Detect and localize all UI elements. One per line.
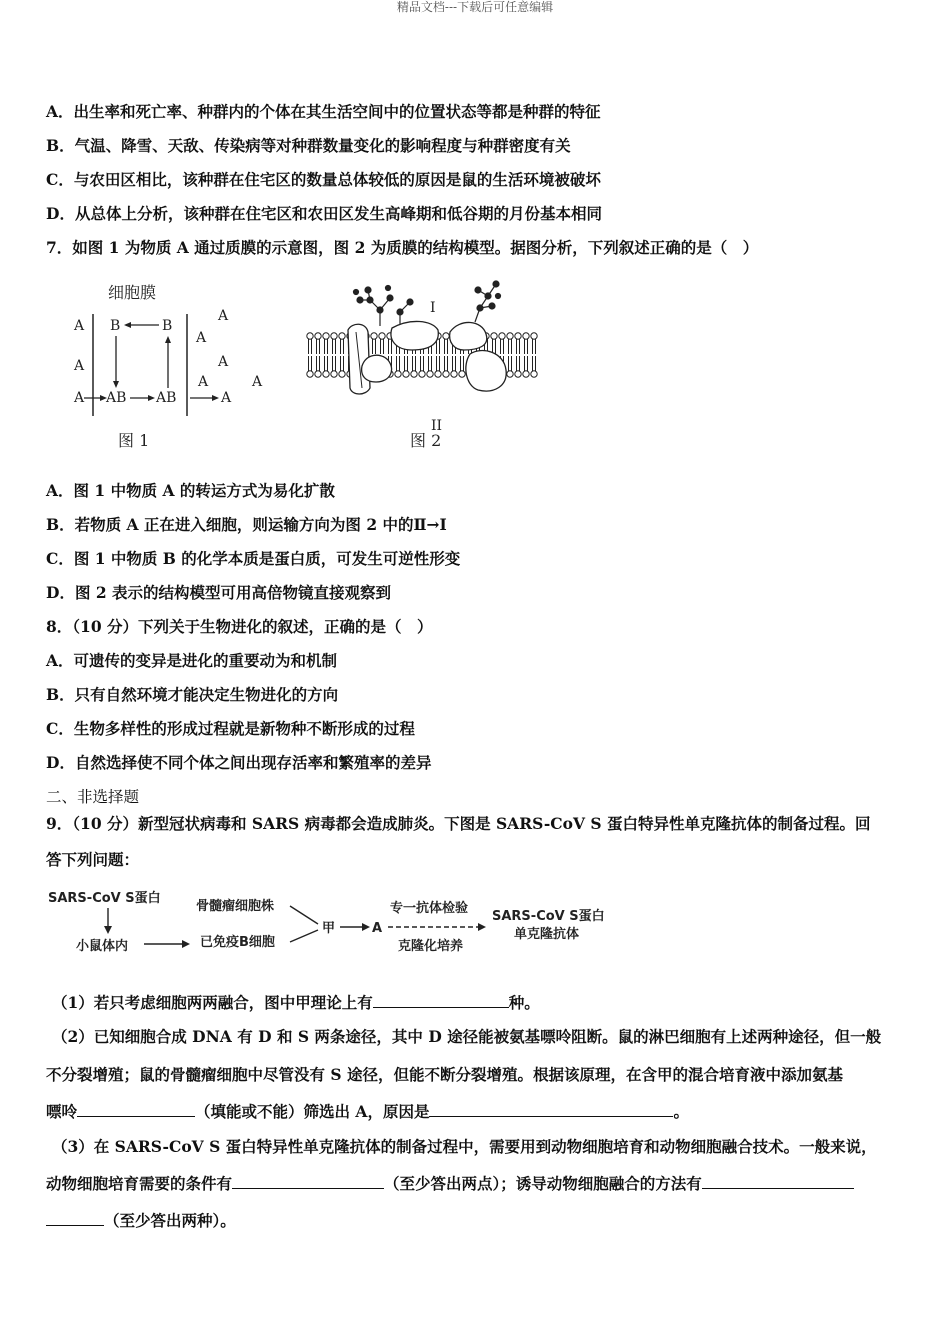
section-heading: 二、非选择题: [46, 788, 140, 806]
q9-stem-line1: 9．（10 分）新型冠状病毒和 SARS 病毒都会造成肺炎。下图是 SARS-CoV S 蛋白特异性单克隆抗体的制备过程。回: [46, 814, 871, 833]
fig2-label-top: I: [430, 300, 436, 316]
q9-part2-post: 。: [673, 1102, 689, 1121]
q6-option-c: C．与农田区相比，该种群在住宅区的数量总体较低的原因是鼠的生活环境被破坏: [46, 170, 601, 189]
q9-part1-post: 种。: [508, 993, 540, 1012]
flow-product-line2: 单克隆抗体: [514, 927, 580, 942]
q9-part2-blank-1[interactable]: [77, 1102, 195, 1117]
q9-part2-mid: （填能或不能）筛选出 A，原因是: [195, 1102, 430, 1121]
q9-part2-line3: [46, 1102, 689, 1122]
flow-bcell: 已免疫B细胞: [200, 935, 275, 950]
q9-part1-blank[interactable]: [373, 993, 509, 1008]
fig1-label-a8: A: [252, 374, 263, 390]
q9-part3-pre: 动物细胞培育需要的条件有: [46, 1174, 233, 1193]
q7-option-a: A．图 1 中物质 A 的转运方式为易化扩散: [46, 481, 335, 500]
q9-part3-line1: （3）在 SARS-CoV S 蛋白特异性单克隆抗体的制备过程中，需要用到动物细胞培育和动物细胞融合技术。一般来说，: [52, 1137, 877, 1156]
flow-mouse: 小鼠体内: [76, 939, 129, 954]
flow-a: A: [372, 921, 383, 936]
fig1-title: 细胞膜: [108, 283, 157, 302]
fig1-label-a7: A: [198, 374, 209, 390]
flow-product-line1: SARS-CoV S蛋白: [492, 909, 605, 924]
q9-part2-pre: 嘌呤: [46, 1102, 78, 1121]
q9-part3-line3: [46, 1211, 236, 1231]
fig2-label-bottom: II: [431, 418, 443, 434]
fig1-caption: 图 1: [118, 431, 150, 450]
q9-part3-mid: （至少答出两点）；诱导动物细胞融合的方法有: [384, 1174, 702, 1193]
flow-antigen: SARS-CoV S蛋白: [48, 891, 161, 906]
q9-part3-blank-3[interactable]: [46, 1211, 104, 1226]
q7-option-c: C．图 1 中物质 B 的化学本质是蛋白质，可发生可逆性形变: [46, 549, 461, 568]
q9-part1: [52, 993, 540, 1013]
q8-option-b: B．只有自然环境才能决定生物进化的方向: [46, 685, 339, 704]
flow-myeloma: 骨髓瘤细胞株: [196, 899, 275, 914]
fig2-caption: 图 2: [410, 431, 442, 450]
q8-option-c: C．生物多样性的形成过程就是新物种不断形成的过程: [46, 719, 415, 738]
figure-2-membrane-model: [300, 270, 545, 460]
q9-part3-post: （至少答出两种）。: [104, 1211, 236, 1230]
q9-part3-line2: [46, 1174, 854, 1194]
fig1-label-b2: B: [162, 318, 173, 334]
fig1-label-a2: A: [74, 358, 85, 374]
q8-option-d: D．自然选择使不同个体之间出现存活率和繁殖率的差异: [46, 753, 432, 772]
q7-stem: 7．如图 1 为物质 A 通过质膜的示意图，图 2 为质膜的结构模型。据图分析，下列叙述正确的是（ ）: [46, 238, 759, 257]
q9-flow-diagram: [46, 880, 626, 968]
page-header: 精品文档---下载后可任意编辑: [396, 0, 554, 14]
flow-clone: 克隆化培养: [398, 939, 464, 954]
q9-stem-line2: 答下列问题：: [46, 850, 140, 869]
q6-option-a: A．出生率和死亡率、种群内的个体在其生活空间中的位置状态等都是种群的特征: [46, 102, 601, 121]
fig1-label-ab2: AB: [156, 390, 177, 406]
q7-option-d: D．图 2 表示的结构模型可用高倍物镜直接观察到: [46, 583, 392, 602]
q8-option-a: A．可遗传的变异是进化的重要动为和机制: [46, 651, 338, 670]
fig1-label-a6: A: [218, 354, 229, 370]
fig1-label-ab1: AB: [106, 390, 127, 406]
q6-option-b: B．气温、降雪、天敌、传染病等对种群数量变化的影响程度与种群密度有关: [46, 136, 571, 155]
q6-option-d: D．从总体上分析，该种群在住宅区和农田区发生高峰期和低谷期的月份基本相同: [46, 204, 602, 223]
q9-part2-line1: （2）已知细胞合成 DNA 有 D 和 S 两条途径，其中 D 途径能被氨基嘌呤阻断。鼠的淋巴细胞有上述两种途径，但一般: [52, 1027, 882, 1046]
q8-stem: 8．（10 分）下列关于生物进化的叙述，正确的是（ ）: [46, 617, 433, 636]
fig1-label-a1: A: [74, 318, 85, 334]
flow-jia: 甲: [322, 921, 336, 936]
fig1-label-a9: A: [221, 390, 232, 406]
flow-screen: 专一抗体检验: [390, 901, 469, 916]
q9-part3-blank-2[interactable]: [702, 1174, 854, 1189]
fig1-label-a3: A: [74, 390, 85, 406]
q7-option-b: B．若物质 A 正在进入细胞，则运输方向为图 2 中的Ⅱ→Ⅰ: [46, 515, 447, 534]
figure-1-membrane-transport: [66, 280, 276, 460]
q9-part1-pre: （1）若只考虑细胞两两融合，图中甲理论上有: [52, 993, 373, 1012]
fig1-label-b1: B: [110, 318, 121, 334]
q9-part3-blank-1[interactable]: [232, 1174, 384, 1189]
fig1-label-a5: A: [196, 330, 207, 346]
fig1-label-a4: A: [218, 308, 229, 324]
q9-part2-line2: 不分裂增殖；鼠的骨髓瘤细胞中尽管没有 S 途径，但能不断分裂增殖。根据该原理，在含甲的混合培育液中添加氨基: [46, 1065, 843, 1084]
q9-part2-blank-2[interactable]: [429, 1102, 673, 1117]
